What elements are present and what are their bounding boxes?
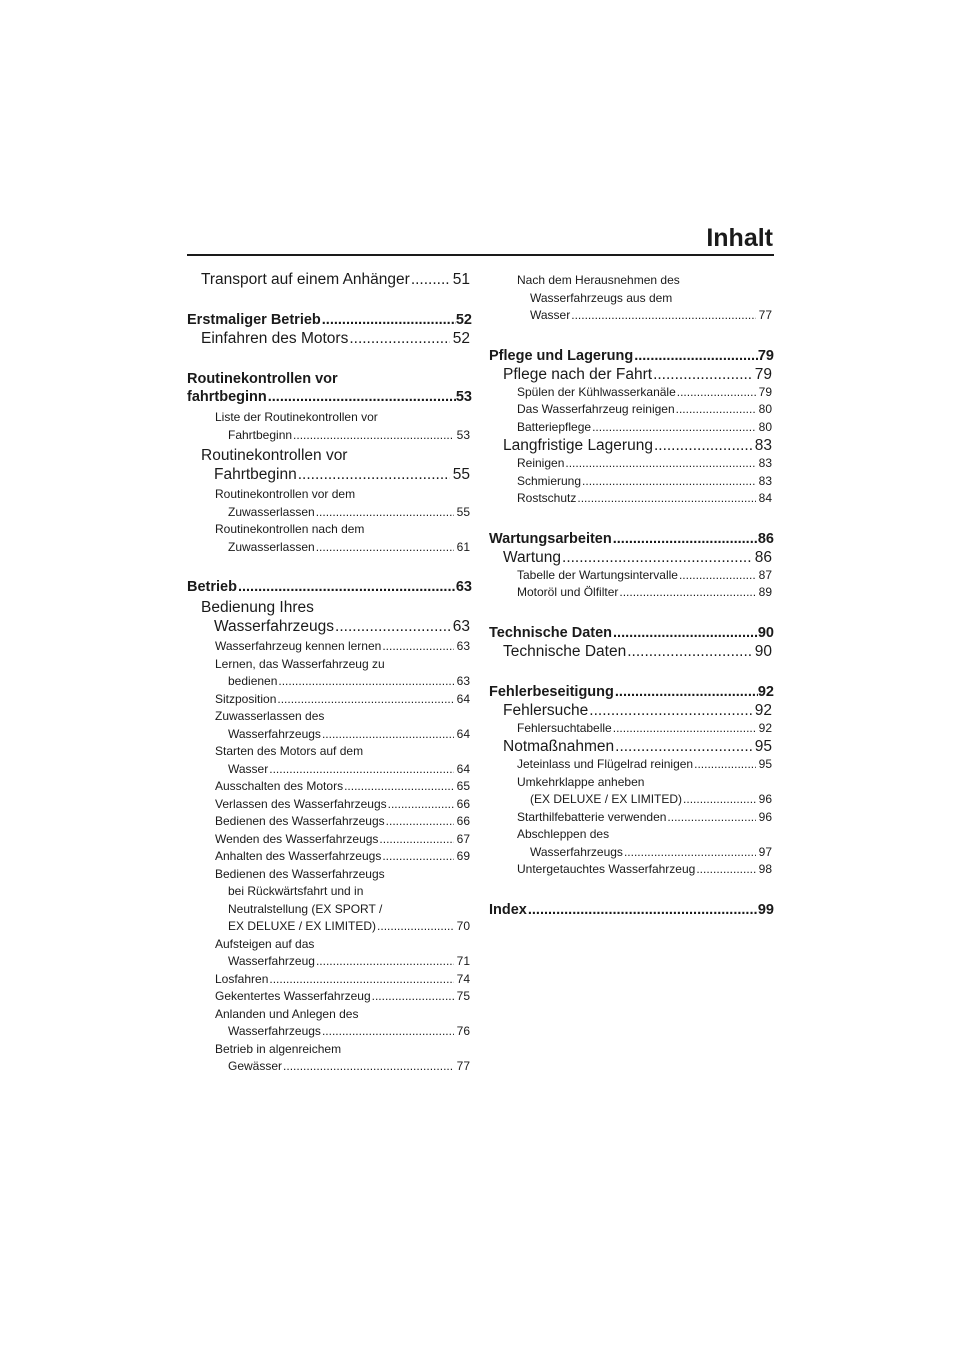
toc-entry-title: Routinekontrollen vor dem	[215, 487, 356, 501]
toc-entry-title: Neutralstellung (EX SPORT /	[228, 901, 383, 916]
toc-page-number: 66	[456, 796, 470, 811]
toc-page-number: 96	[758, 809, 772, 824]
toc-right-column	[489, 270, 774, 919]
toc-entry[interactable]	[489, 419, 774, 437]
toc-entry[interactable]	[489, 720, 774, 738]
toc-page-number: 70	[456, 919, 470, 933]
toc-entry-title: Umkehrklappe anheben	[517, 774, 645, 789]
toc-entry-title: Schmierung	[517, 473, 582, 488]
dot-leader	[382, 848, 453, 866]
toc-entry-title: Wasserfahrzeugs	[530, 844, 623, 859]
toc-entry[interactable]	[187, 813, 472, 831]
toc-page-number: 79	[754, 365, 772, 383]
toc-entry-title: Routinekontrollen nach dem	[215, 522, 365, 536]
toc-page-number: 53	[456, 427, 470, 442]
toc-entry[interactable]	[187, 831, 472, 849]
toc-entry[interactable]	[187, 656, 472, 691]
dot-leader	[269, 761, 453, 779]
toc-entry[interactable]	[187, 270, 472, 289]
toc-page-number: 77	[456, 1059, 470, 1073]
dot-leader	[624, 844, 756, 862]
toc-entry-title: bedienen	[228, 674, 278, 688]
dot-leader	[379, 831, 453, 849]
dot-leader	[278, 673, 453, 691]
dot-leader	[322, 726, 454, 744]
toc-entry[interactable]	[489, 701, 774, 720]
dot-leader	[316, 504, 454, 522]
toc-entry-title: Betrieb	[187, 579, 237, 595]
page-title: Inhalt	[706, 224, 773, 252]
toc-entry-title: Batteriepflege	[517, 419, 592, 434]
toc-entry-title: Wenden des Wasserfahrzeugs	[215, 831, 379, 846]
toc-entry-title: Wasserfahrzeug kennen lernen	[215, 639, 382, 653]
toc-entry-title: Reinigen	[517, 456, 565, 470]
toc-entry-title: Fehlersuchtabelle	[517, 720, 612, 735]
dot-leader	[615, 683, 758, 701]
toc-entry[interactable]	[489, 530, 774, 548]
toc-entry-title: Nach dem Herausnehmen des	[517, 273, 680, 287]
dot-leader	[627, 642, 752, 661]
toc-entry-title: EX DELUXE / EX LIMITED)	[228, 919, 377, 933]
toc-page-number: 99	[757, 901, 774, 918]
dot-leader	[298, 465, 450, 484]
toc-entry-title: Notmaßnahmen	[503, 738, 615, 755]
dot-leader	[592, 419, 756, 437]
toc-entry[interactable]	[489, 347, 774, 365]
toc-entry[interactable]	[489, 624, 774, 642]
toc-entry-title: Spülen der Kühlwasserkanäle	[517, 384, 676, 399]
dot-leader	[589, 701, 751, 720]
toc-page-number: 53	[455, 389, 472, 405]
toc-entry[interactable]	[489, 774, 774, 809]
toc-page-number: 52	[455, 312, 472, 328]
dot-leader	[349, 329, 449, 348]
dot-leader	[277, 691, 453, 709]
toc-left-column	[187, 270, 472, 1076]
toc-entry[interactable]	[489, 642, 774, 661]
dot-leader	[283, 1058, 454, 1076]
toc-entry-title: bei Rückwärtsfahrt und in	[228, 884, 364, 898]
toc-entry-title: Zuwasserlassen	[228, 504, 315, 519]
toc-page-number: 83	[758, 473, 772, 488]
toc-entry-title: Untergetauchtes Wasserfahrzeug	[517, 862, 696, 876]
dot-leader	[613, 530, 758, 548]
toc-page-number: 64	[456, 726, 470, 741]
toc-page-number: 97	[758, 844, 772, 859]
dot-leader	[571, 307, 755, 325]
dot-leader	[372, 988, 454, 1006]
toc-page-number: 84	[758, 491, 772, 505]
dot-leader	[238, 578, 456, 596]
toc-entry[interactable]	[489, 490, 774, 508]
toc-entry-title: Wasserfahrzeugs	[214, 618, 335, 635]
dot-leader	[269, 971, 453, 989]
toc-entry-title: Transport auf einem Anhänger	[201, 271, 410, 288]
toc-entry[interactable]	[187, 578, 472, 596]
toc-entry[interactable]	[187, 936, 472, 971]
toc-entry-title: Wasser	[228, 761, 269, 776]
toc-entry[interactable]	[187, 1006, 472, 1041]
dot-leader	[677, 384, 756, 402]
dot-leader	[679, 567, 756, 585]
toc-entry-title: Fahrtbeginn	[228, 427, 293, 442]
dot-leader	[386, 813, 454, 831]
dot-leader	[377, 918, 454, 936]
toc-entry[interactable]	[187, 521, 472, 556]
toc-entry-title: fahrtbeginn	[187, 389, 267, 405]
toc-entry[interactable]	[489, 455, 774, 473]
toc-entry[interactable]	[489, 365, 774, 384]
toc-entry[interactable]	[187, 598, 472, 636]
toc-entry-title: Routinekontrollen vor	[201, 447, 348, 464]
toc-page-number: 64	[456, 761, 470, 776]
toc-page-number: 55	[456, 504, 470, 519]
toc-entry[interactable]	[187, 638, 472, 656]
toc-entry-title: Anhalten des Wasserfahrzeugs	[215, 849, 382, 863]
toc-entry-title: Technische Daten	[489, 624, 613, 641]
dot-leader	[316, 953, 454, 971]
toc-entry-title: Zuwasserlassen des	[215, 709, 325, 723]
toc-page-number: 63	[456, 639, 470, 653]
dot-leader	[615, 737, 752, 756]
toc-entry[interactable]	[489, 436, 774, 455]
toc-page-number: 63	[456, 674, 470, 688]
toc-entry-title: Wasserfahrzeugs aus dem	[530, 290, 673, 305]
toc-entry-title: Fehlersuche	[503, 701, 589, 719]
toc-page-number: 80	[758, 419, 772, 434]
toc-entry-title: Wasserfahrzeug	[228, 954, 315, 968]
toc-page-number: 90	[754, 642, 772, 660]
toc-page-number: 63	[452, 618, 470, 635]
toc-page-number: 87	[758, 567, 772, 582]
toc-entry-title: Aufsteigen auf das	[215, 936, 315, 951]
toc-entry-title: Losfahren	[215, 971, 269, 986]
toc-page-number: 79	[758, 384, 772, 399]
toc-entry[interactable]	[489, 548, 774, 567]
dot-leader	[683, 791, 756, 809]
toc-entry-title: Index	[489, 901, 527, 918]
toc-page-number: 92	[757, 683, 774, 700]
toc-page-number: 63	[455, 579, 472, 595]
toc-entry-title: Wartung	[503, 548, 562, 566]
toc-entry-title: Wartungsarbeiten	[489, 530, 612, 547]
toc-entry[interactable]	[489, 826, 774, 861]
dot-leader	[613, 720, 756, 738]
toc-entry[interactable]	[187, 866, 472, 936]
toc-entry[interactable]	[187, 778, 472, 796]
dot-leader	[577, 490, 755, 508]
toc-entry[interactable]	[489, 584, 774, 602]
toc-page-number: 55	[452, 466, 470, 483]
toc-entry-title: Gekentertes Wasserfahrzeug	[215, 989, 371, 1003]
toc-entry[interactable]	[489, 737, 774, 756]
toc-page-number: 95	[754, 738, 772, 755]
title-rule	[187, 254, 774, 256]
toc-entry[interactable]	[489, 401, 774, 419]
toc-entry[interactable]	[187, 311, 472, 329]
toc-entry-title: Einfahren des Motors	[201, 330, 349, 347]
dot-leader	[562, 548, 752, 567]
dot-leader	[613, 624, 758, 642]
toc-entry-title: Erstmaliger Betrieb	[187, 312, 321, 328]
toc-entry-title: Pflege nach der Fahrt	[503, 365, 653, 383]
toc-entry-title: Tabelle der Wartungsintervalle	[517, 567, 678, 582]
toc-page-number: 61	[456, 539, 470, 554]
toc-entry-title: Verlassen des Wasserfahrzeugs	[215, 796, 387, 811]
dot-leader	[676, 401, 756, 419]
toc-entry-title: Langfristige Lagerung	[503, 437, 653, 454]
toc-entry[interactable]	[489, 567, 774, 585]
toc-entry[interactable]	[187, 971, 472, 989]
toc-page-number: 71	[456, 954, 470, 968]
toc-entry[interactable]	[187, 796, 472, 814]
dot-leader	[619, 584, 755, 602]
toc-entry[interactable]	[187, 1041, 472, 1076]
toc-entry-title: Bedienung Ihres	[201, 599, 314, 616]
toc-page-number: 64	[456, 691, 470, 706]
dot-leader	[634, 347, 758, 365]
toc-entry-title: Jeteinlass und Flügelrad reinigen	[517, 757, 694, 771]
toc-entry-title: Routinekontrollen vor	[187, 371, 338, 387]
toc-page-number: 76	[456, 1024, 470, 1038]
dot-leader	[696, 861, 755, 879]
dot-leader	[268, 388, 456, 406]
toc-entry[interactable]	[489, 384, 774, 402]
toc-page-number: 51	[452, 271, 470, 288]
toc-page-number: 89	[758, 585, 772, 599]
toc-entry[interactable]	[489, 901, 774, 919]
toc-entry-title: Wasserfahrzeugs	[228, 726, 321, 741]
toc-entry[interactable]	[187, 409, 472, 444]
toc-page-number: 92	[758, 720, 772, 735]
toc-entry-title: Bedienen des Wasserfahrzeugs	[215, 814, 385, 828]
toc-entry-title: Pflege und Lagerung	[489, 347, 634, 364]
toc-entry-title: Rostschutz	[517, 491, 577, 505]
toc-entry-title: Abschleppen des	[517, 827, 610, 841]
toc-page-number: 75	[456, 989, 470, 1003]
toc-entry-title: Lernen, das Wasserfahrzeug zu	[215, 656, 385, 671]
toc-entry[interactable]	[489, 272, 774, 325]
toc-page-number: 83	[754, 437, 772, 454]
dot-leader	[582, 473, 756, 491]
dot-leader	[654, 436, 752, 455]
toc-page-number: 79	[757, 347, 774, 364]
dot-leader	[411, 270, 450, 289]
toc-entry-title: Wasser	[530, 308, 571, 322]
toc-entry-title: Fahrtbeginn	[214, 466, 297, 483]
toc-page-number: 67	[456, 831, 470, 846]
toc-entry[interactable]	[489, 809, 774, 827]
toc-entry[interactable]	[489, 473, 774, 491]
dot-leader	[653, 365, 752, 384]
dot-leader	[335, 617, 450, 636]
dot-leader	[694, 756, 756, 774]
toc-page-number: 90	[757, 624, 774, 641]
toc-entry-title: Bedienen des Wasserfahrzeugs	[215, 866, 385, 881]
dot-leader	[565, 455, 755, 473]
toc-entry[interactable]	[187, 988, 472, 1006]
toc-page-number: 95	[758, 757, 772, 771]
toc-entry[interactable]	[489, 861, 774, 879]
toc-entry[interactable]	[187, 743, 472, 778]
toc-page-number: 83	[758, 456, 772, 470]
toc-entry[interactable]	[187, 848, 472, 866]
toc-entry-title: Gewässer	[228, 1059, 283, 1073]
toc-page-number: 65	[456, 779, 470, 793]
toc-entry[interactable]	[187, 329, 472, 348]
toc-entry-title: Sitzposition	[215, 691, 277, 706]
toc-entry-title: Ausschalten des Motors	[215, 779, 344, 793]
toc-page-number: 96	[758, 792, 772, 806]
toc-page-number: 98	[758, 862, 772, 876]
toc-entry-title: Zuwasserlassen	[228, 539, 315, 554]
dot-leader	[293, 427, 454, 445]
toc-entry-title: Anlanden und Anlegen des	[215, 1006, 359, 1021]
toc-entry[interactable]	[187, 691, 472, 709]
dot-leader	[322, 311, 456, 329]
dot-leader	[528, 901, 758, 919]
toc-entry[interactable]	[489, 683, 774, 701]
toc-entry-title: Starthilfebatterie verwenden	[517, 809, 667, 824]
dot-leader	[382, 638, 453, 656]
toc-entry-title: Starten des Motors auf dem	[215, 744, 364, 758]
toc-entry-title: Liste der Routinekontrollen vor	[215, 410, 378, 424]
toc-page-number: 86	[757, 530, 774, 547]
toc-page-number: 92	[754, 701, 772, 719]
dot-leader	[388, 796, 454, 814]
toc-entry[interactable]	[187, 446, 472, 484]
toc-entry-title: Wasserfahrzeugs	[228, 1024, 321, 1038]
toc-entry-title: Fehlerbeseitigung	[489, 683, 614, 700]
dot-leader	[316, 539, 454, 557]
toc-page-number: 52	[452, 330, 470, 347]
toc-page-number: 77	[758, 308, 772, 322]
toc-page-number: 80	[758, 402, 772, 416]
toc-page-number: 69	[456, 849, 470, 863]
toc-entry-title: Das Wasserfahrzeug reinigen	[517, 402, 675, 416]
toc-entry-title: Technische Daten	[503, 642, 627, 660]
toc-page-number: 74	[456, 971, 470, 986]
toc-entry[interactable]	[187, 708, 472, 743]
toc-entry[interactable]	[187, 486, 472, 521]
toc-entry-title: Motoröl und Ölfilter	[517, 585, 619, 599]
dot-leader	[667, 809, 755, 827]
toc-entry[interactable]	[489, 756, 774, 774]
dot-leader	[322, 1023, 454, 1041]
toc-entry[interactable]	[187, 370, 472, 406]
toc-page-number: 86	[754, 548, 772, 566]
dot-leader	[344, 778, 454, 796]
toc-entry-title: (EX DELUXE / EX LIMITED)	[530, 792, 683, 806]
toc-page-number: 66	[456, 814, 470, 828]
toc-entry-title: Betrieb in algenreichem	[215, 1041, 342, 1056]
